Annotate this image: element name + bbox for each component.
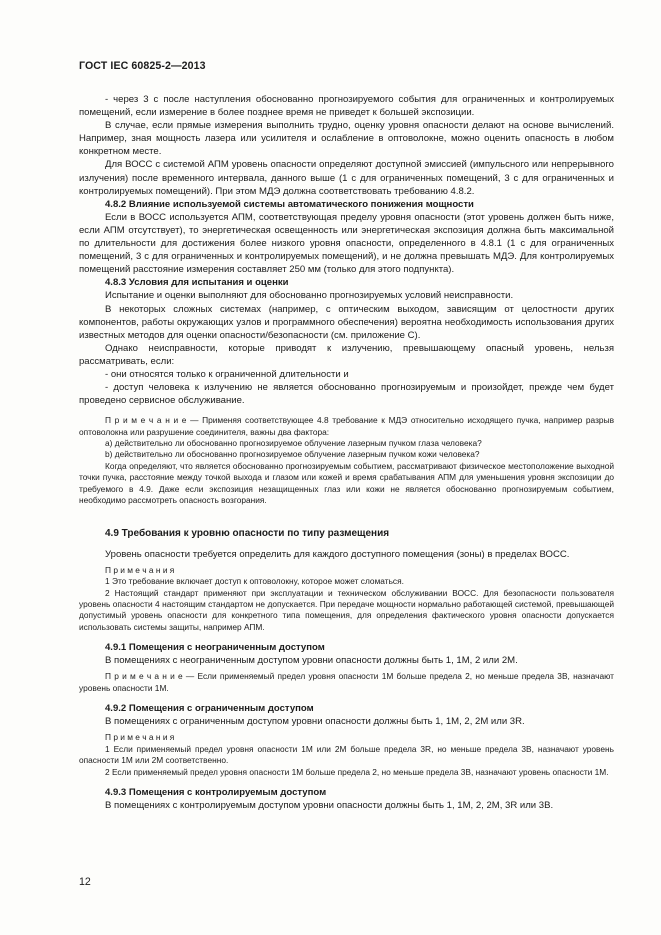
document-body <box>79 93 614 812</box>
note-item: Когда определяют, что является обоснованно прогнозируемым событием, рассматривают физическое местоположение выходной точки пучка, расстояние между точкой выхода и глазом или кожей и время срабатывания АПМ для уменьшения уровня экспозиции до требуемого в 4.9. Даже если экспозиция незащищенных глаз или кожи не является обоснованно прогнозируемым событием, необходимо рассмотреть опасность возгорания. <box>79 460 614 506</box>
paragraph: Испытание и оценки выполняют для обоснованно прогнозируемых условий неисправности. <box>105 290 514 302</box>
note-item: a) действительно ли обоснованно прогнозируемое облучение лазерным пучком глаза человека? <box>105 438 482 449</box>
paragraph: В некоторых сложных системах (например, с оптическим выходом, зависящим от целостности других компонентов, работы окружающих узлов и программного обеспечения) вероятна необходимость использования других известных методов для оценки опасности/безопасности (см. приложение С). <box>79 303 614 341</box>
paragraph: В случае, если прямые измерения выполнить трудно, оценку уровня опасности делают на основе вычислений. Например, зная мощность лазера или усилителя и ослабление в оптоволокне, можно оценить опасность в любом конкретном месте. <box>79 120 614 158</box>
note-item: 1 Если применяемый предел уровня опасности 1М или 2М больше предела 3R, но меньше предела 3В, назначают уровень опасности 1М или 2М соответственно. <box>79 743 614 766</box>
section-heading-4-8-3: 4.8.3 Условия для испытания и оценки <box>105 277 289 289</box>
paragraph: Если в ВОСС используется АПМ, соответствующая пределу уровня опасности (этот уровень должен быть ниже, если АПМ отсутствует), то энергетическая освещенность или энергетическая экспозиция должна быть максимальной по длительности для достижения более низкого уровня опасности, определенного в 4.8.1 (1 с для ограниченных помещений, 3 с для ограниченных и контролируемых помещений), и не должна превышать МДЭ. Для контролируемых помещений расстояние измерения составляет 250 мм (только для этого подпункта). <box>79 211 614 276</box>
list-item: - они относятся только к ограниченной длительности и <box>105 368 349 380</box>
paragraph: Для ВОСС с системой АПМ уровень опасности определяют доступной эмиссией (импульсного или непрерывного излучения) после временного интервала, данного выше (1 с для ограниченных помещений, 3 с для ограниченных и контролируемых помещений). При этом МДЭ должна соответствовать требованию 4.8.2. <box>79 159 614 197</box>
note-block <box>79 415 614 438</box>
paragraph: В помещениях с контролируемым доступом уровни опасности должны быть 1, 1М, 2, 2М, 3R или 3В. <box>105 800 554 812</box>
note-item: 2 Настоящий стандарт применяют при эксплуатации и техническом обслуживании ВОСС. Для безопасности пользователя уровень опасности 4 настоящим стандартом не допускается. При передаче мощности нормально работающей системой, превышающей допустимый уровень опасности для конкретного типа помещения, для определения фактического уровня опасности допускается использовать системы защиты, например АПМ. <box>79 587 614 632</box>
paragraph: - через 3 с после наступления обоснованно прогнозируемого события для ограниченных и контролируемых помещений, если измерение в более позднее время не приведет к большей экспозиции. <box>79 94 614 119</box>
document-header: ГОСТ IEC 60825-2—2013 <box>79 60 206 72</box>
note-block <box>79 671 614 694</box>
paragraph: В помещениях с неограниченным доступом уровни опасности должны быть 1, 1М, 2 или 2М. <box>105 655 518 667</box>
notes-label: П р и м е ч а н и я <box>105 564 175 575</box>
section-heading-4-9-3: 4.9.3 Помещения с контролируемым доступом <box>105 786 327 798</box>
section-heading-4-9-1: 4.9.1 Помещения с неограниченным доступом <box>105 642 325 654</box>
list-item: - доступ человека к излучению не является обоснованно прогнозируемым и произойдет, прежде чем будет проведено сервисное обслуживание. <box>79 382 614 407</box>
paragraph: Уровень опасности требуется определить для каждого доступного помещения (зоны) в пределах ВОСС. <box>105 548 570 560</box>
page-number: 12 <box>79 876 91 888</box>
note-item: 2 Если применяемый предел уровня опасности 1М больше предела 2, но меньше предела 3В, назначают уровень опасности 1М. <box>105 766 609 777</box>
note-item: b) действительно ли обоснованно прогнозируемое облучение лазерным пучком кожи человека? <box>105 449 480 460</box>
note-text: — Применяя соответствующее 4.8 требование к МДЭ относительно исходящего пучка, например разрыв оптоволокна или разрушение соединителя, важны два фактора: <box>79 415 614 437</box>
section-heading-4-9: 4.9 Требования к уровню опасности по типу размещения <box>105 527 390 539</box>
paragraph: Однако неисправности, которые приводят к излучению, превышающему опасный уровень, нельзя рассматривать, если: <box>79 342 614 367</box>
note-item: 1 Это требование включает доступ к оптоволокну, которое может сломаться. <box>105 576 404 587</box>
note-text: — Если применяемый предел уровня опасности 1М больше предела 2, но меньше предела 3В, назначают уровень опасности 1М. <box>79 671 614 693</box>
section-heading-4-9-2: 4.9.2 Помещения с ограниченным доступом <box>105 703 314 715</box>
note-label: П р и м е ч а н и е <box>105 415 187 426</box>
notes-label: П р и м е ч а н и я <box>105 732 175 743</box>
paragraph: В помещениях с ограниченным доступом уровни опасности должны быть 1, 1М, 2, 2М или 3R. <box>105 716 525 728</box>
note-label: П р и м е ч а н и е <box>105 671 183 682</box>
section-heading-4-8-2: 4.8.2 Влияние используемой системы автоматического понижения мощности <box>105 198 474 210</box>
